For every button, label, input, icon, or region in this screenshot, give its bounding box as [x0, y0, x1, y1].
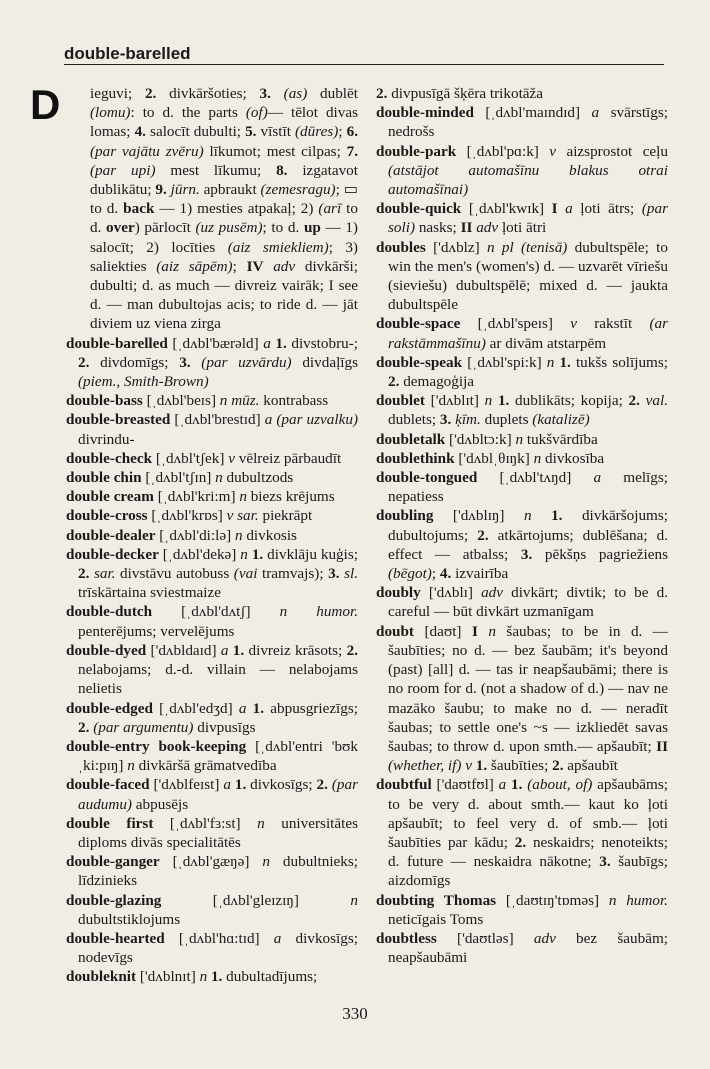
- dictionary-entry: doublet ['dʌblɪt] n 1. dublikāts; kopija; 2. val. dublets; 3. ķīm. duplets (katalizē): [376, 392, 668, 429]
- dictionary-entry: doubling ['dʌblɪŋ] n 1. divkāršojums; dubultojums; 2. atkārtojums; dublēšana; d. effect — atbalss; 3. pēkšņs pagriežiens (bēgot); 4. izvairība: [376, 507, 668, 583]
- dictionary-entry: double-minded [ˌdʌbl'maɪndɪd] a svārstīgs; nedrošs: [376, 104, 668, 141]
- dictionary-entry: double-decker [ˌdʌbl'dekə] n 1. divklāju kuģis; 2. sar. divstāvu autobuss (vai tramvajs); 3. sl. trīskārtaina sviestmaize: [66, 545, 359, 602]
- dictionary-entry: doubtful ['daʊtfʊl] a 1. (about, of) apšaubāms; to be very d. about smth.— kaut ko ļoti apšaubīt; to feel very d. of smb.— ļoti šaubīties par kādu; 2. neskaidrs; nenoteikts; d. future — neskaidra nākotne; 3. šaubīgs; aizdomīgs: [376, 776, 668, 890]
- dictionary-entry: double-check [ˌdʌbl'tʃek] v vēlreiz pārbaudīt: [66, 449, 342, 467]
- header-rule: [64, 64, 664, 65]
- dictionary-entry: double-dyed ['dʌbldaɪd] a 1. divreiz krāsots; 2. nelabojams; d.-d. villain — nelabojams nelietis: [66, 641, 358, 698]
- dictionary-entry: doubles ['dʌblz] n pl (tenisā) dubultspēle; to win the men's (women's) d. — uzvarēt vīriešu (sieviešu) dubultspēlē; mixed d. — jaukta dubultspēle: [376, 238, 668, 314]
- dictionary-entry: double-cross [ˌdʌbl'krɒs] v sar. piekrāpt: [66, 507, 313, 525]
- left-column: [66, 84, 358, 987]
- dictionary-entry: double-bass [ˌdʌbl'beɪs] n mūz. kontrabass: [66, 392, 329, 410]
- dictionary-entry: doubletalk ['dʌbltɔ:k] n tukšvārdība: [376, 430, 598, 448]
- running-head: double-barelled: [64, 44, 191, 63]
- dictionary-entry: double-park [ˌdʌbl'pɑ:k] v aizsprostot ceļu (atstājot automašīnu blakus otrai automašīnai): [376, 142, 668, 199]
- dictionary-entry: double-dutch [ˌdʌbl'dʌtʃ] n humor. penterējums; vervelējums: [66, 603, 358, 640]
- dictionary-entry: double-ganger [ˌdʌbl'gæŋə] n dubultnieks; līdzinieks: [66, 853, 359, 890]
- dictionary-entry: double-barelled [ˌdʌbl'bærəld] a 1. divstobru-; 2. divdomīgs; 3. (par uzvārdu) divdaļīgs (piem., Smith-Brown): [66, 334, 359, 391]
- dictionary-entry: doubt [daʊt] I n šaubas; to be in d. — šaubīties; no d. — bez šaubām; it's beyond (past) [all] d. — tas ir neapšaubāmi; there is no room for d. (not a shadow of d.) — nav ne mazāko šaubu; to make no d. — neradīt šaubas; to settle one's ~s — izkliedēt savas šaubas; to throw d. upon smth.— apšaubīt; II (whether, if) v 1. šaubīties; 2. apšaubīt: [376, 622, 668, 775]
- dictionary-entry: double-entry book-keeping [ˌdʌbl'entri 'bʊkˌki:pɪŋ] n divkāršā grāmatvedība: [66, 737, 358, 775]
- dictionary-entry: doubly ['dʌblɪ] adv divkārt; divtik; to be d. careful — būt divkārt uzmanīgam: [376, 584, 669, 621]
- dictionary-entry: double cream [ˌdʌbl'kri:m] n biezs krējums: [66, 488, 335, 506]
- dictionary-entry: doubting Thomas [ˌdaʊtɪŋ'tɒməs] n humor. neticīgais Toms: [376, 891, 668, 928]
- dictionary-entry: double chin [ˌdʌbl'tʃɪn] n dubultzods: [66, 469, 294, 487]
- dictionary-entry: 2. divpusīgā šķēra trikotāža: [376, 85, 544, 102]
- dictionary-entry: ieguvi; 2. divkāršoties; 3. (as) dublēt (lomu): to d. the parts (of)— tēlot divas lomas; 4. salocīt dubulti; 5. vīstīt (dūres); 6. (par vajātu zvēru) līkumot; mest cilpas; 7. (par upi) mest līkumu; 8. izgatavot dublikātu; 9. jūrn. apbraukt (zemesragu); ▭ to d. back — 1) mesties atpakaļ; 2) (arī to d. over) pārlocīt (uz pusēm); to d. up — 1) salocīt; 2) locīties (aiz smiekliem); 3) saliekties (aiz sāpēm); IV adv divkārši; dubulti; d. as much — divreiz vairāk; I see d. — man dubultojas acis; to ride d. — jāt diviem uz viena zirga: [90, 85, 358, 333]
- dictionary-entry: double-quick [ˌdʌbl'kwɪk] I a ļoti ātrs; (par soli) nasks; II adv ļoti ātri: [376, 200, 668, 237]
- dictionary-entry: double first [ˌdʌbl'fɜ:st] n universitātes diploms divās specialitātēs: [66, 814, 358, 851]
- page-number: 330: [342, 1004, 368, 1023]
- dictionary-entry: double-hearted [ˌdʌbl'hɑ:tɪd] a divkosīgs; nodevīgs: [66, 929, 359, 967]
- dictionary-entry: double-tongued [ˌdʌbl'tʌŋd] a melīgs; nepatiess: [376, 469, 668, 506]
- dictionary-entry: double-faced ['dʌblfeɪst] a 1. divkosīgs; 2. (par audumu) abpusējs: [66, 776, 359, 813]
- right-column: [376, 84, 668, 967]
- dictionary-entry: double-speak [ˌdʌbl'spi:k] n 1. tukšs solījums; 2. demagoģija: [376, 353, 668, 391]
- dictionary-entry: double-space [ˌdʌbl'speɪs] v rakstīt (ar rakstāmmašīnu) ar divām atstarpēm: [376, 315, 668, 352]
- dictionary-entry: double-dealer [ˌdʌbl'di:lə] n divkosis: [66, 526, 297, 544]
- dictionary-entry: doublethink ['dʌblˌθɪŋk] n divkosība: [376, 449, 605, 467]
- dictionary-entry: double-breasted [ˌdʌbl'brestɪd] a (par uzvalku) divrindu-: [66, 411, 358, 448]
- dictionary-entry: double-glazing [ˌdʌbl'gleɪzɪŋ] n dubultstiklojums: [66, 891, 358, 928]
- drop-cap: D: [30, 81, 61, 128]
- dictionary-entry: double-edged [ˌdʌbl'edʒd] a 1. abpusgriezīgs; 2. (par argumentu) divpusīgs: [66, 699, 358, 736]
- dictionary-entry: doubtless ['daʊtləs] adv bez šaubām; neapšaubāmi: [376, 929, 668, 967]
- dictionary-entry: doubleknit ['dʌblnɪt] n 1. dubultadījums;: [66, 968, 318, 986]
